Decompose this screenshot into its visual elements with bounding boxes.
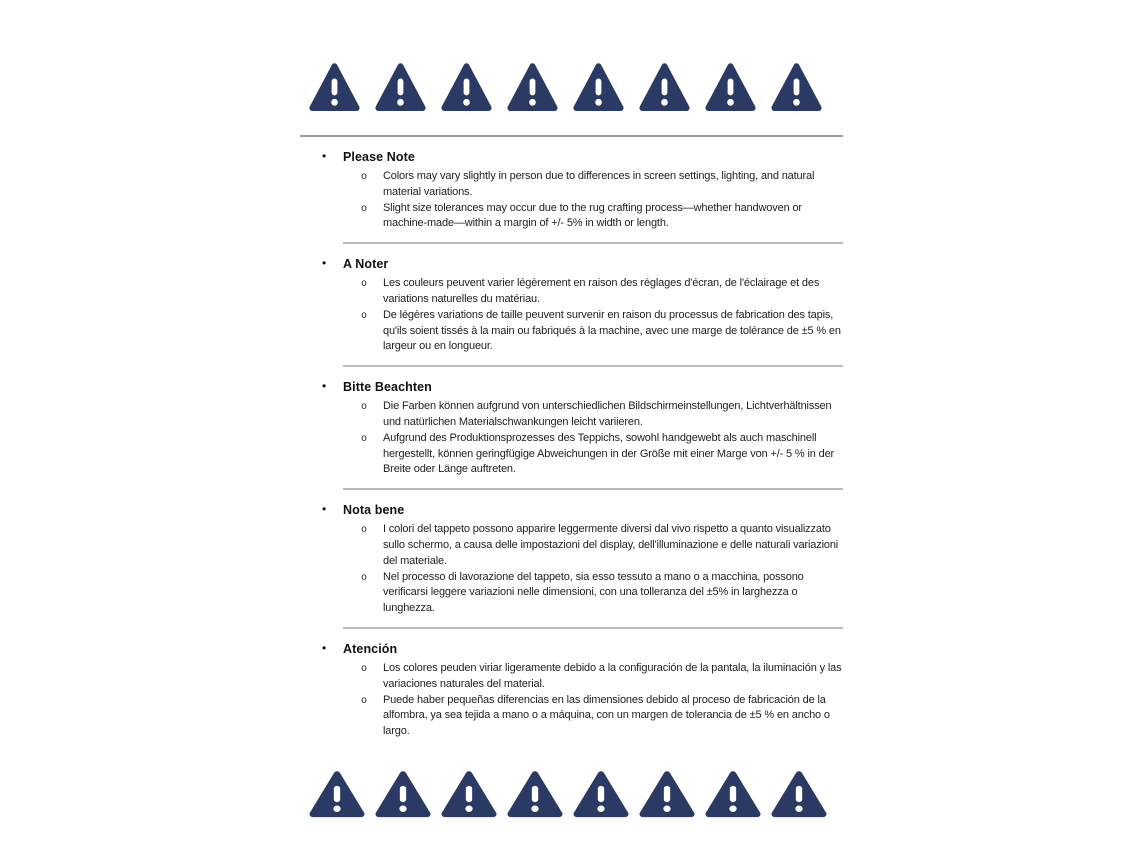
note-text: Slight size tolerances may occur due to the rug crafting process—whether handwoven or machine-made—within a margin of +/- 5% in width or length. [383, 201, 802, 230]
circle-bullet-icon: o [361, 402, 368, 414]
circle-bullet-icon: o [361, 310, 368, 322]
section-atencion [322, 629, 843, 750]
bullet-icon: • [322, 256, 327, 271]
note-text: Colors may vary slightly in person due to differences in screen settings, lighting, and natural material variations. [383, 170, 815, 198]
section-heading [322, 640, 843, 657]
warning-triangle-icon [441, 62, 492, 114]
note-item [361, 693, 843, 740]
bullet-icon: • [322, 502, 327, 517]
note-text: Los colores peuden viriar ligeramente debido a la configuración de la pantala, la iluminación y las variaciones naturales del material. [383, 661, 842, 690]
warning-row-bottom [309, 770, 843, 820]
warning-triangle-icon [705, 770, 761, 820]
warning-row-top [309, 62, 843, 114]
document-content [300, 0, 843, 820]
warning-triangle-icon [771, 770, 827, 820]
section-title: Please Note [343, 150, 415, 164]
section-title: A Noter [343, 257, 389, 272]
circle-bullet-icon: o [361, 695, 368, 707]
warning-triangle-icon [507, 770, 563, 820]
note-item [361, 661, 843, 693]
note-item [361, 308, 843, 355]
warning-triangle-icon [771, 62, 822, 114]
warning-triangle-icon [573, 770, 629, 820]
bullet-icon: • [322, 149, 327, 163]
section-bitte-beachten [322, 367, 843, 490]
circle-bullet-icon: o [361, 525, 368, 537]
circle-bullet-icon: o [361, 433, 368, 445]
section-heading [322, 379, 843, 395]
note-text: Aufgrund des Produktionsprozesses des Teppichs, sowohl handgewebt als auch maschinell hergestellt, können geringfügige Abweichungen in der Größe mit einer Marge von +/- 5 % in der Breite oder Länge auftreten. [383, 431, 835, 476]
warning-triangle-icon [309, 770, 365, 820]
note-item [361, 399, 843, 431]
warning-triangle-icon [573, 62, 624, 114]
warning-triangle-icon [639, 62, 690, 114]
warning-triangle-icon [375, 62, 426, 114]
note-text: Die Farben können aufgrund von unterschiedlichen Bildschirmeinstellungen, Lichtverhältnissen und natürlichen Materialschwankungen leicht variieren. [383, 400, 832, 428]
circle-bullet-icon: o [361, 663, 368, 675]
warning-triangle-icon [441, 770, 497, 820]
note-text: De légères variations de taille peuvent survenir en raison du processus de fabrication des tapis, qu'ils soient tissés à la main ou fabriqués à la machine, avec une marge de tolérance de ±5 % en largeur ou en longueur. [383, 308, 841, 353]
note-text: Puede haber pequeñas diferencias en las dimensiones debido al proceso de fabricación de la alfombra, ya sea tejida a mano o a máquina, con un margen de tolerancia de ±5 % en ancho o largo. [383, 693, 830, 738]
section-heading [322, 149, 843, 165]
warning-triangle-icon [507, 62, 558, 114]
section-heading [322, 256, 843, 272]
note-item [361, 276, 843, 308]
circle-bullet-icon: o [361, 279, 368, 291]
section-a-noter [322, 244, 843, 367]
section-title: Nota bene [343, 503, 405, 518]
section-nota-bene [322, 490, 843, 629]
section-title: Atención [343, 641, 398, 656]
warning-triangle-icon [309, 62, 360, 114]
section-heading [322, 502, 843, 518]
bullet-icon: • [322, 379, 327, 394]
note-item [361, 201, 843, 233]
section-title: Bitte Beachten [343, 380, 432, 395]
warning-triangle-icon [705, 62, 756, 114]
warning-triangle-icon [375, 770, 431, 820]
note-text: Nel processo di lavorazione del tappeto, sia esso tessuto a mano o a macchina, possono verificarsi leggere variazioni nelle dimensioni, con una tolleranza del ±5% in larghezza o lunghezza. [383, 570, 804, 615]
circle-bullet-icon: o [361, 572, 368, 584]
note-item [361, 570, 843, 617]
section-please-note [322, 137, 843, 244]
note-text: I colori del tappeto possono apparire leggermente diversi dal vivo rispetto a quanto visualizzato sullo schermo, a causa delle impostazioni del display, dell'illuminazione e delle naturali variazioni del materiale. [383, 523, 839, 567]
note-text: Les couleurs peuvent varier légèrement en raison des réglages d'écran, de l'éclairage et des variations naturelles du matériau. [383, 277, 820, 305]
circle-bullet-icon: o [361, 172, 368, 183]
note-item [361, 431, 843, 478]
note-item [361, 169, 843, 201]
circle-bullet-icon: o [361, 203, 368, 215]
note-item [361, 522, 843, 569]
bullet-icon: • [322, 640, 327, 655]
warning-triangle-icon [639, 770, 695, 820]
